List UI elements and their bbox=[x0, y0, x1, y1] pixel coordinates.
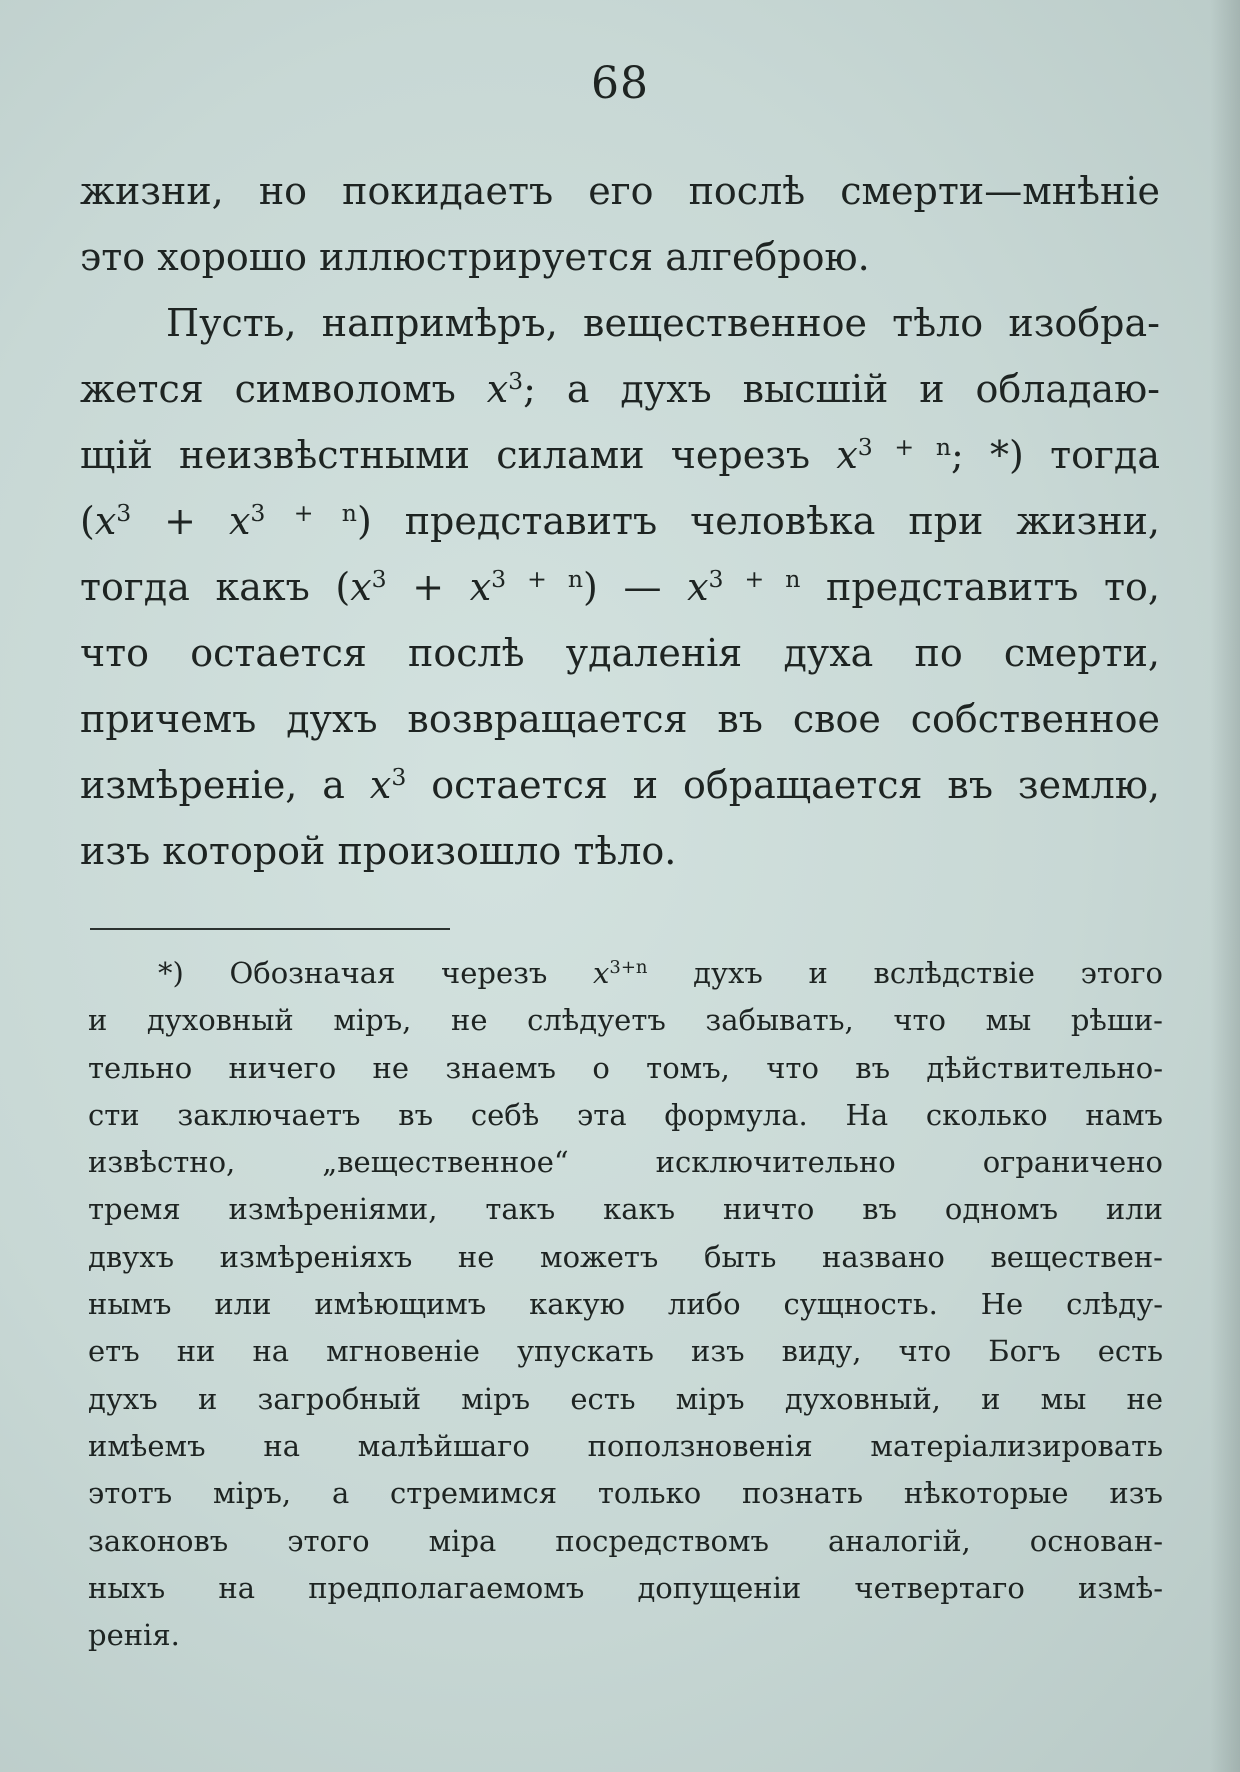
math-x: x bbox=[469, 565, 492, 609]
math-exponent: 3 bbox=[391, 763, 407, 792]
math-exponent: 3 bbox=[508, 367, 524, 396]
footnote-line: двухъ измѣреніяхъ не можетъ быть названо веществен- bbox=[88, 1239, 1163, 1274]
math-x: x bbox=[350, 565, 372, 609]
footnote-divider bbox=[90, 928, 450, 930]
footnote-line: нымъ или имѣющимъ какую либо сущность. Не слѣду- bbox=[88, 1287, 1163, 1322]
footnote-line: сти заключаетъ въ себѣ эта формула. На сколько намъ bbox=[88, 1097, 1163, 1132]
math-x: x bbox=[94, 499, 117, 543]
footnote-line: ренія. bbox=[88, 1618, 180, 1653]
math-x: x bbox=[369, 763, 392, 807]
math-exponent: 3 bbox=[371, 565, 387, 594]
text-line: щій неизвѣстными силами черезъ $x^{3 + n}$; *) тогда bbox=[80, 433, 1160, 477]
footnote-line: тремя измѣреніями, такъ какъ ничто въ одномъ или bbox=[88, 1192, 1163, 1227]
text-line: измѣреніе, а $x^3$ остается и обращается въ землю, bbox=[80, 763, 1160, 807]
footnote-line: и духовный міръ, не слѣдуетъ забывать, что мы рѣши- bbox=[88, 1003, 1163, 1038]
footnote-line: духъ и загробный міръ есть міръ духовный, и мы не bbox=[88, 1381, 1163, 1416]
footnote-line: извѣстно, „вещественное“ исключительно ограничено bbox=[88, 1145, 1163, 1180]
math-x: x bbox=[687, 565, 709, 609]
math-x: x bbox=[228, 499, 251, 543]
math-exponent: 3 + n bbox=[491, 565, 584, 594]
footnote-line: тельно ничего не знаемъ о томъ, что въ дѣйствительно- bbox=[88, 1050, 1163, 1085]
text-line: причемъ духъ возвращается въ свое собственное bbox=[80, 697, 1160, 741]
text-line: жется символомъ $x^3$; а духъ высшій и обладаю- bbox=[80, 367, 1160, 411]
footnote-line: етъ ни на мгновеніе упускать изъ виду, что Богъ есть bbox=[88, 1334, 1163, 1369]
math-exponent: 3 bbox=[116, 499, 132, 528]
text-line: Пусть, напримѣръ, вещественное тѣло изобра- bbox=[166, 301, 1160, 345]
math-exponent: 3 + n bbox=[708, 565, 801, 594]
text-line: изъ которой произошло тѣло. bbox=[80, 829, 677, 873]
text-line: тогда какъ $(x^3 + x^{3 + n})$ — $x^{3 + n}$ представитъ то, bbox=[80, 565, 1160, 609]
footnote-line: законовъ этого міра посредствомъ аналогій, основан- bbox=[88, 1523, 1163, 1558]
math-exponent: 3+n bbox=[609, 957, 648, 979]
math-exponent: 3 + n bbox=[250, 499, 357, 528]
footnote bbox=[88, 950, 1163, 1659]
text-line: это хорошо иллюстрируется алгеброю. bbox=[80, 235, 870, 279]
footnote-line: имѣемъ на малѣйшаго поползновенія матеріализировать bbox=[88, 1428, 1163, 1463]
math-exponent: 3 + n bbox=[857, 433, 951, 462]
math-x: x bbox=[486, 367, 509, 411]
math-x: x bbox=[836, 433, 858, 477]
footnote-line: *) Обозначая черезъ $x^{3+n}$ духъ и вслѣдствіе этого bbox=[158, 956, 1163, 990]
page-number: 68 bbox=[591, 58, 649, 109]
main-text bbox=[80, 158, 1160, 884]
page-edge-shadow bbox=[1210, 0, 1240, 1772]
math-x: x bbox=[593, 956, 610, 990]
footnote-line: этотъ міръ, а стремимся только познать нѣкоторые изъ bbox=[88, 1476, 1163, 1511]
footnote-line: ныхъ на предполагаемомъ допущеніи четвертаго измѣ- bbox=[88, 1570, 1163, 1605]
text-line: $(x^3 + x^{3 + n})$ представитъ человѣка при жизни, bbox=[80, 499, 1161, 543]
text-line: жизни, но покидаетъ его послѣ смерти—мнѣніе bbox=[80, 169, 1160, 213]
text-line: что остается послѣ удаленія духа по смерти, bbox=[80, 631, 1160, 675]
